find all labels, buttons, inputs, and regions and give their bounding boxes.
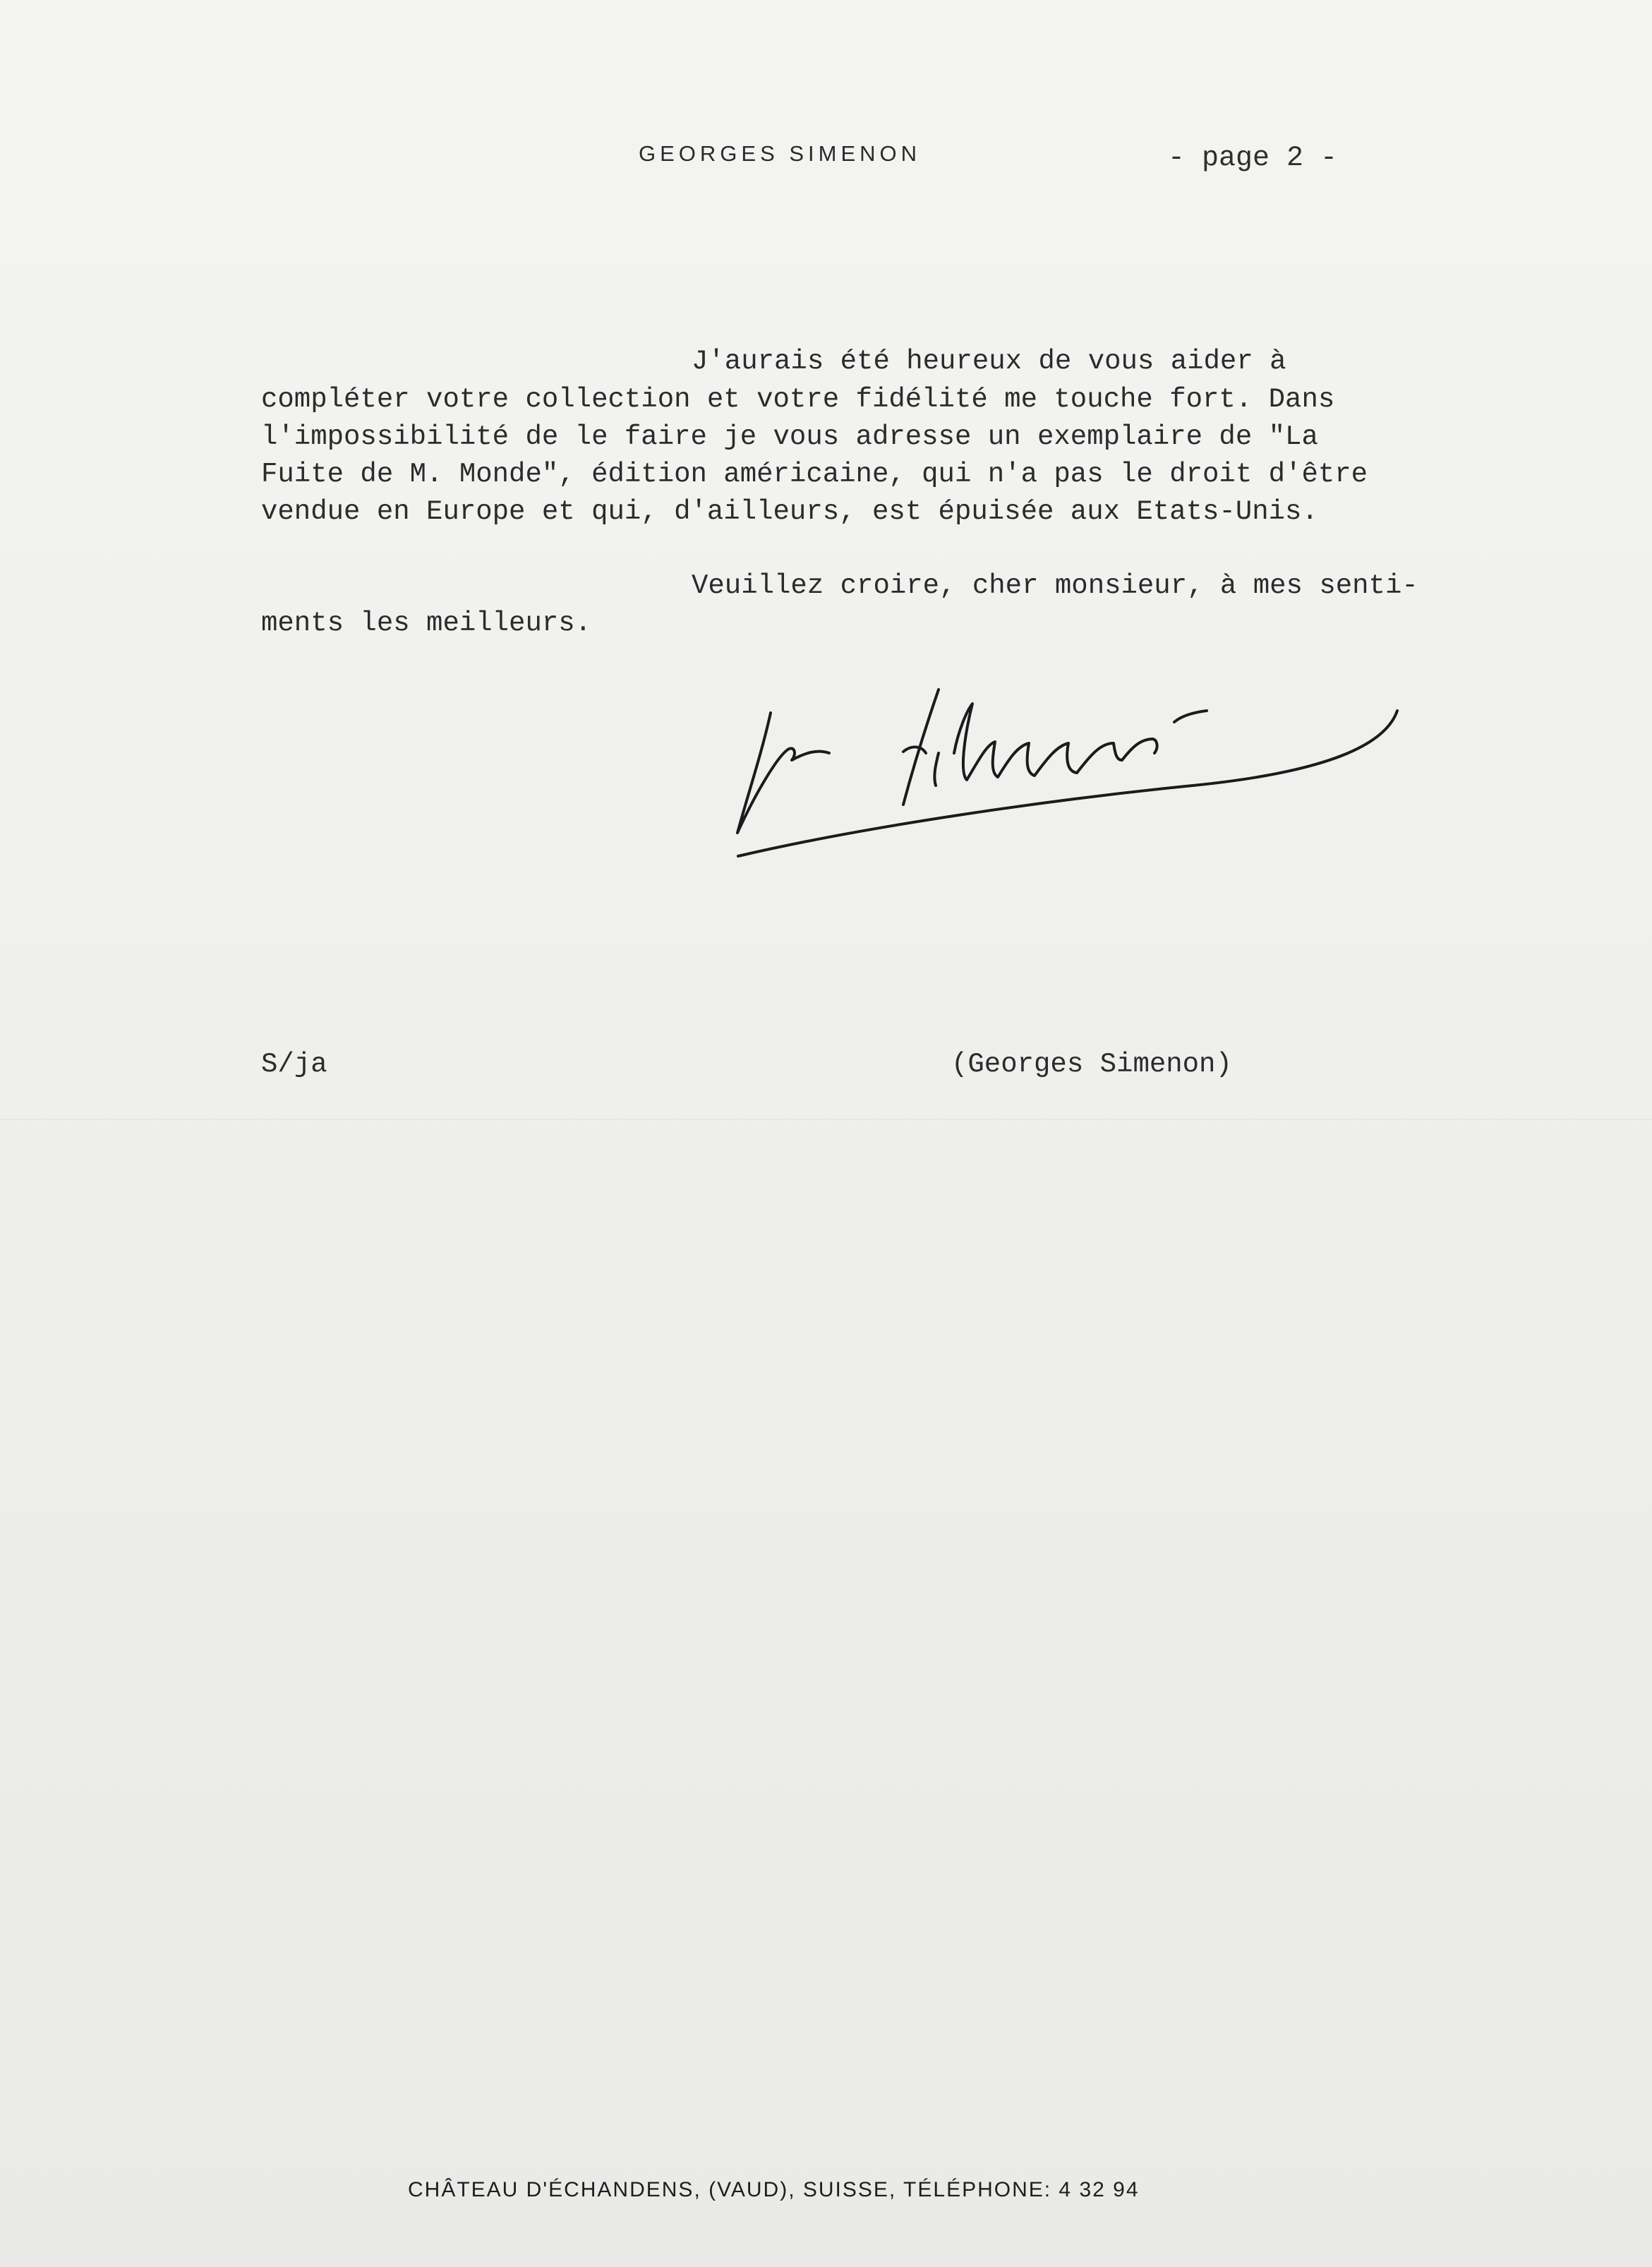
typist-initials: S/ja	[261, 1049, 327, 1080]
letterhead: GEORGES SIMENON	[639, 141, 922, 166]
typed-name: (Georges Simenon)	[951, 1049, 1232, 1080]
body-line-4: Fuite de M. Monde", édition américaine, qui n'a pas le droit d'être	[261, 459, 1368, 490]
page-label: - page 2 -	[1168, 143, 1338, 174]
paper-fold	[0, 1119, 1652, 1120]
body-line-2: compléter votre collection et votre fidélité me touche fort. Dans	[261, 384, 1335, 415]
signature-text: G. Simenon	[727, 688, 730, 689]
body-line-3: l'impossibilité de le faire je vous adresse un exemplaire de "La	[261, 421, 1318, 452]
closing-line-1: Veuillez croire, cher monsieur, à mes senti-	[692, 570, 1418, 601]
closing-line-2: ments les meilleurs.	[261, 608, 592, 639]
body-line-5: vendue en Europe et qui, d'ailleurs, est épuisée aux Etats-Unis.	[261, 496, 1318, 527]
body-line-1: J'aurais été heureux de vous aider à	[692, 346, 1286, 377]
handwritten-signature	[727, 674, 1433, 872]
letter-footer-address: CHÂTEAU D'ÉCHANDENS, (VAUD), SUISSE, TÉLÉPHONE: 4 32 94	[408, 2178, 1140, 2201]
